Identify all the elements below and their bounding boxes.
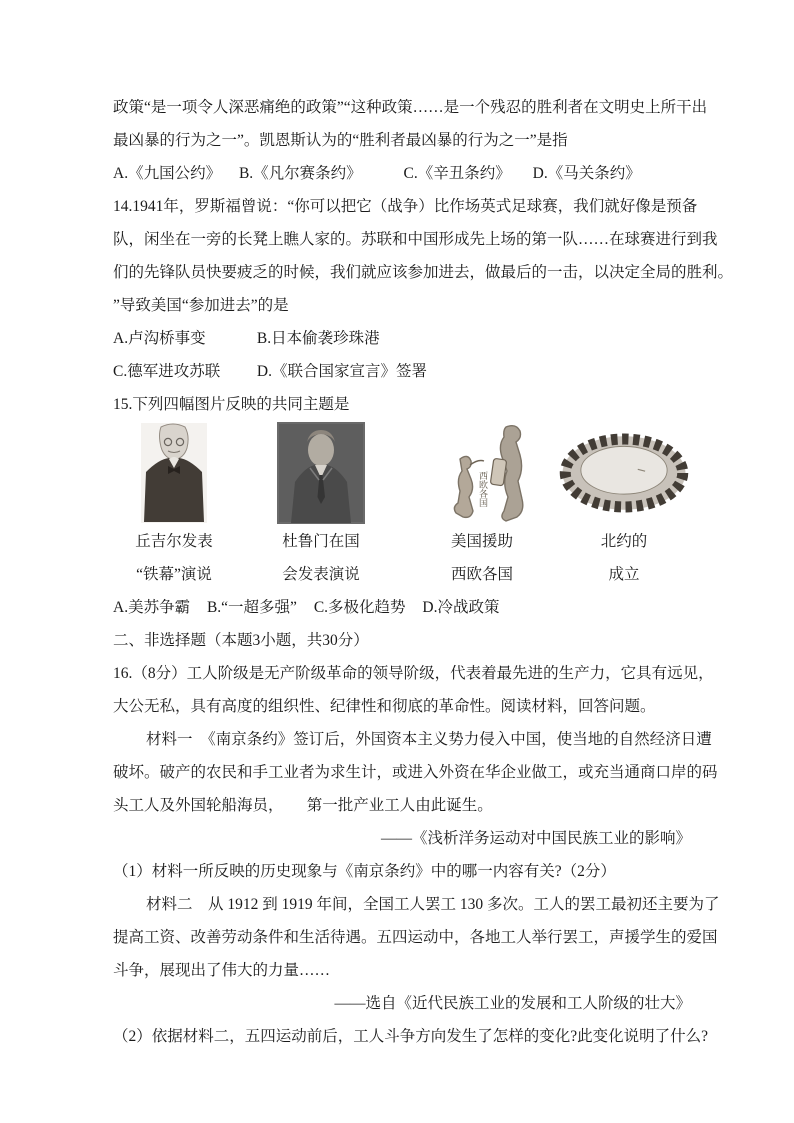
us-aid-cartoon-image	[434, 421, 530, 525]
q16-material1-source: ——《浅析洋务运动对中国民族工业的影响》	[380, 830, 691, 847]
q14-text-line: ”导致美国“参加进去”的是	[113, 297, 289, 314]
section2-heading: 二、非选择题（本题3小题，共30分）	[113, 632, 369, 649]
q16-material2-line: 提高工资、改善劳动条件和生活待遇。五四运动中，各地工人举行罢工，声援学生的爱国	[113, 929, 718, 946]
q16-intro-line: 大公无私，具有高度的组织性、纪律性和彻底的革命性。阅读材料，回答问题。	[113, 698, 656, 715]
q14-option-b: B.日本偷袭珍珠港	[256, 330, 380, 347]
q14-text-line: 队，闲坐在一旁的长凳上瞧人家的。苏联和中国形成先上场的第一队……在球赛进行到我	[113, 231, 718, 248]
q14-options-row	[113, 355, 691, 388]
figure-churchill	[113, 421, 235, 525]
q15-option-d: D.冷战政策	[422, 599, 500, 616]
q16-material1-line: 头工人及外国轮船海员， 第一批产业工人由此诞生。	[113, 797, 493, 814]
nato-founding-table-image	[557, 425, 691, 521]
figure-us-aid-cartoon	[407, 421, 557, 525]
q15-option-a: A.美苏争霸	[113, 599, 191, 616]
q13-options-row	[113, 157, 691, 190]
q14-text-line: 14.1941年，罗斯福曾说：“你可以把它（战争）比作场英式足球赛，我们就好像是预备	[113, 198, 698, 215]
figure-caption: 成立	[608, 566, 640, 583]
q16-sub-question-1: （1）材料一所反映的历史现象与《南京条约》中的哪一内容有关?（2分）	[113, 863, 616, 880]
exam-content-column	[113, 91, 734, 1053]
q15-options-row	[113, 591, 691, 624]
q16-intro-line: 16.（8分）工人阶级是无产阶级革命的领导阶级，代表着最先进的生产力，它具有远见，	[113, 665, 714, 682]
cartoon-vertical-label: 西欧各国	[478, 471, 488, 507]
figure-caption: 会发表演说	[282, 566, 360, 583]
q13-text-line: 政策“是一项令人深恶痛绝的政策”“这种政策……是一个残忍的胜利者在文明史上所干出	[113, 99, 708, 116]
q14-option-a: A.卢沟桥事变	[113, 330, 206, 347]
q15-option-b: B.“一超多强”	[206, 599, 297, 616]
q13-option-c: C.《辛丑条约》	[403, 165, 511, 182]
figure-caption: 丘吉尔发表	[135, 533, 213, 550]
q16-material2-line: 斗争，展现出了伟大的力量……	[113, 962, 331, 979]
q16-material1-line: 材料一 《南京条约》签订后，外国资本主义势力侵入中国，使当地的自然经济日遭	[146, 731, 712, 748]
q14-options-row	[113, 322, 691, 355]
q16-material2-line: 材料二 从 1912 到 1919 年间，全国工人罢工 130 多次。工人的罢工最初还主要为了	[146, 896, 720, 913]
truman-portrait-image	[277, 422, 365, 524]
q15-caption-row-2	[113, 558, 691, 591]
q15-stem: 15.下列四幅图片反映的共同主题是	[113, 396, 350, 413]
q15-caption-row-1	[113, 525, 691, 558]
q15-option-c: C.多极化趋势	[313, 599, 406, 616]
figure-caption: 美国援助	[450, 533, 513, 550]
figure-caption: 杜鲁门在国	[282, 533, 360, 550]
figure-caption: 北约的	[600, 533, 648, 550]
q16-material2-source: ——选自《近代民族工业的发展和工人阶级的壮大》	[334, 995, 691, 1012]
q13-text-line: 最凶暴的行为之一”。凯恩斯认为的“胜利者最凶暴的行为之一”是指	[113, 132, 568, 149]
figure-nato-table	[557, 421, 691, 525]
q13-option-a: A.《九国公约》	[113, 165, 222, 182]
q16-sub-question-2: （2）依据材料二，五四运动前后，工人斗争方向发生了怎样的变化?此变化说明了什么?	[113, 1028, 709, 1045]
q15-figure-row	[113, 421, 691, 525]
q13-option-b: B.《凡尔赛条约》	[238, 165, 362, 182]
q13-option-d: D.《马关条约》	[532, 165, 641, 182]
q14-option-d: D.《联合国家宣言》签署	[256, 363, 427, 380]
figure-caption: “铁幕”演说	[136, 566, 212, 583]
figure-truman	[235, 421, 407, 525]
churchill-portrait-image	[141, 423, 207, 523]
q14-option-c: C.德军进攻苏联	[113, 363, 221, 380]
q16-material1-line: 破坏。破产的农民和手工业者为求生计，或进入外资在华企业做工，或充当通商口岸的码	[113, 764, 718, 781]
q14-text-line: 们的先锋队员快要疲乏的时候，我们就应该参加进去，做最后的一击，以决定全局的胜利。	[113, 264, 734, 281]
figure-caption: 西欧各国	[450, 566, 513, 583]
